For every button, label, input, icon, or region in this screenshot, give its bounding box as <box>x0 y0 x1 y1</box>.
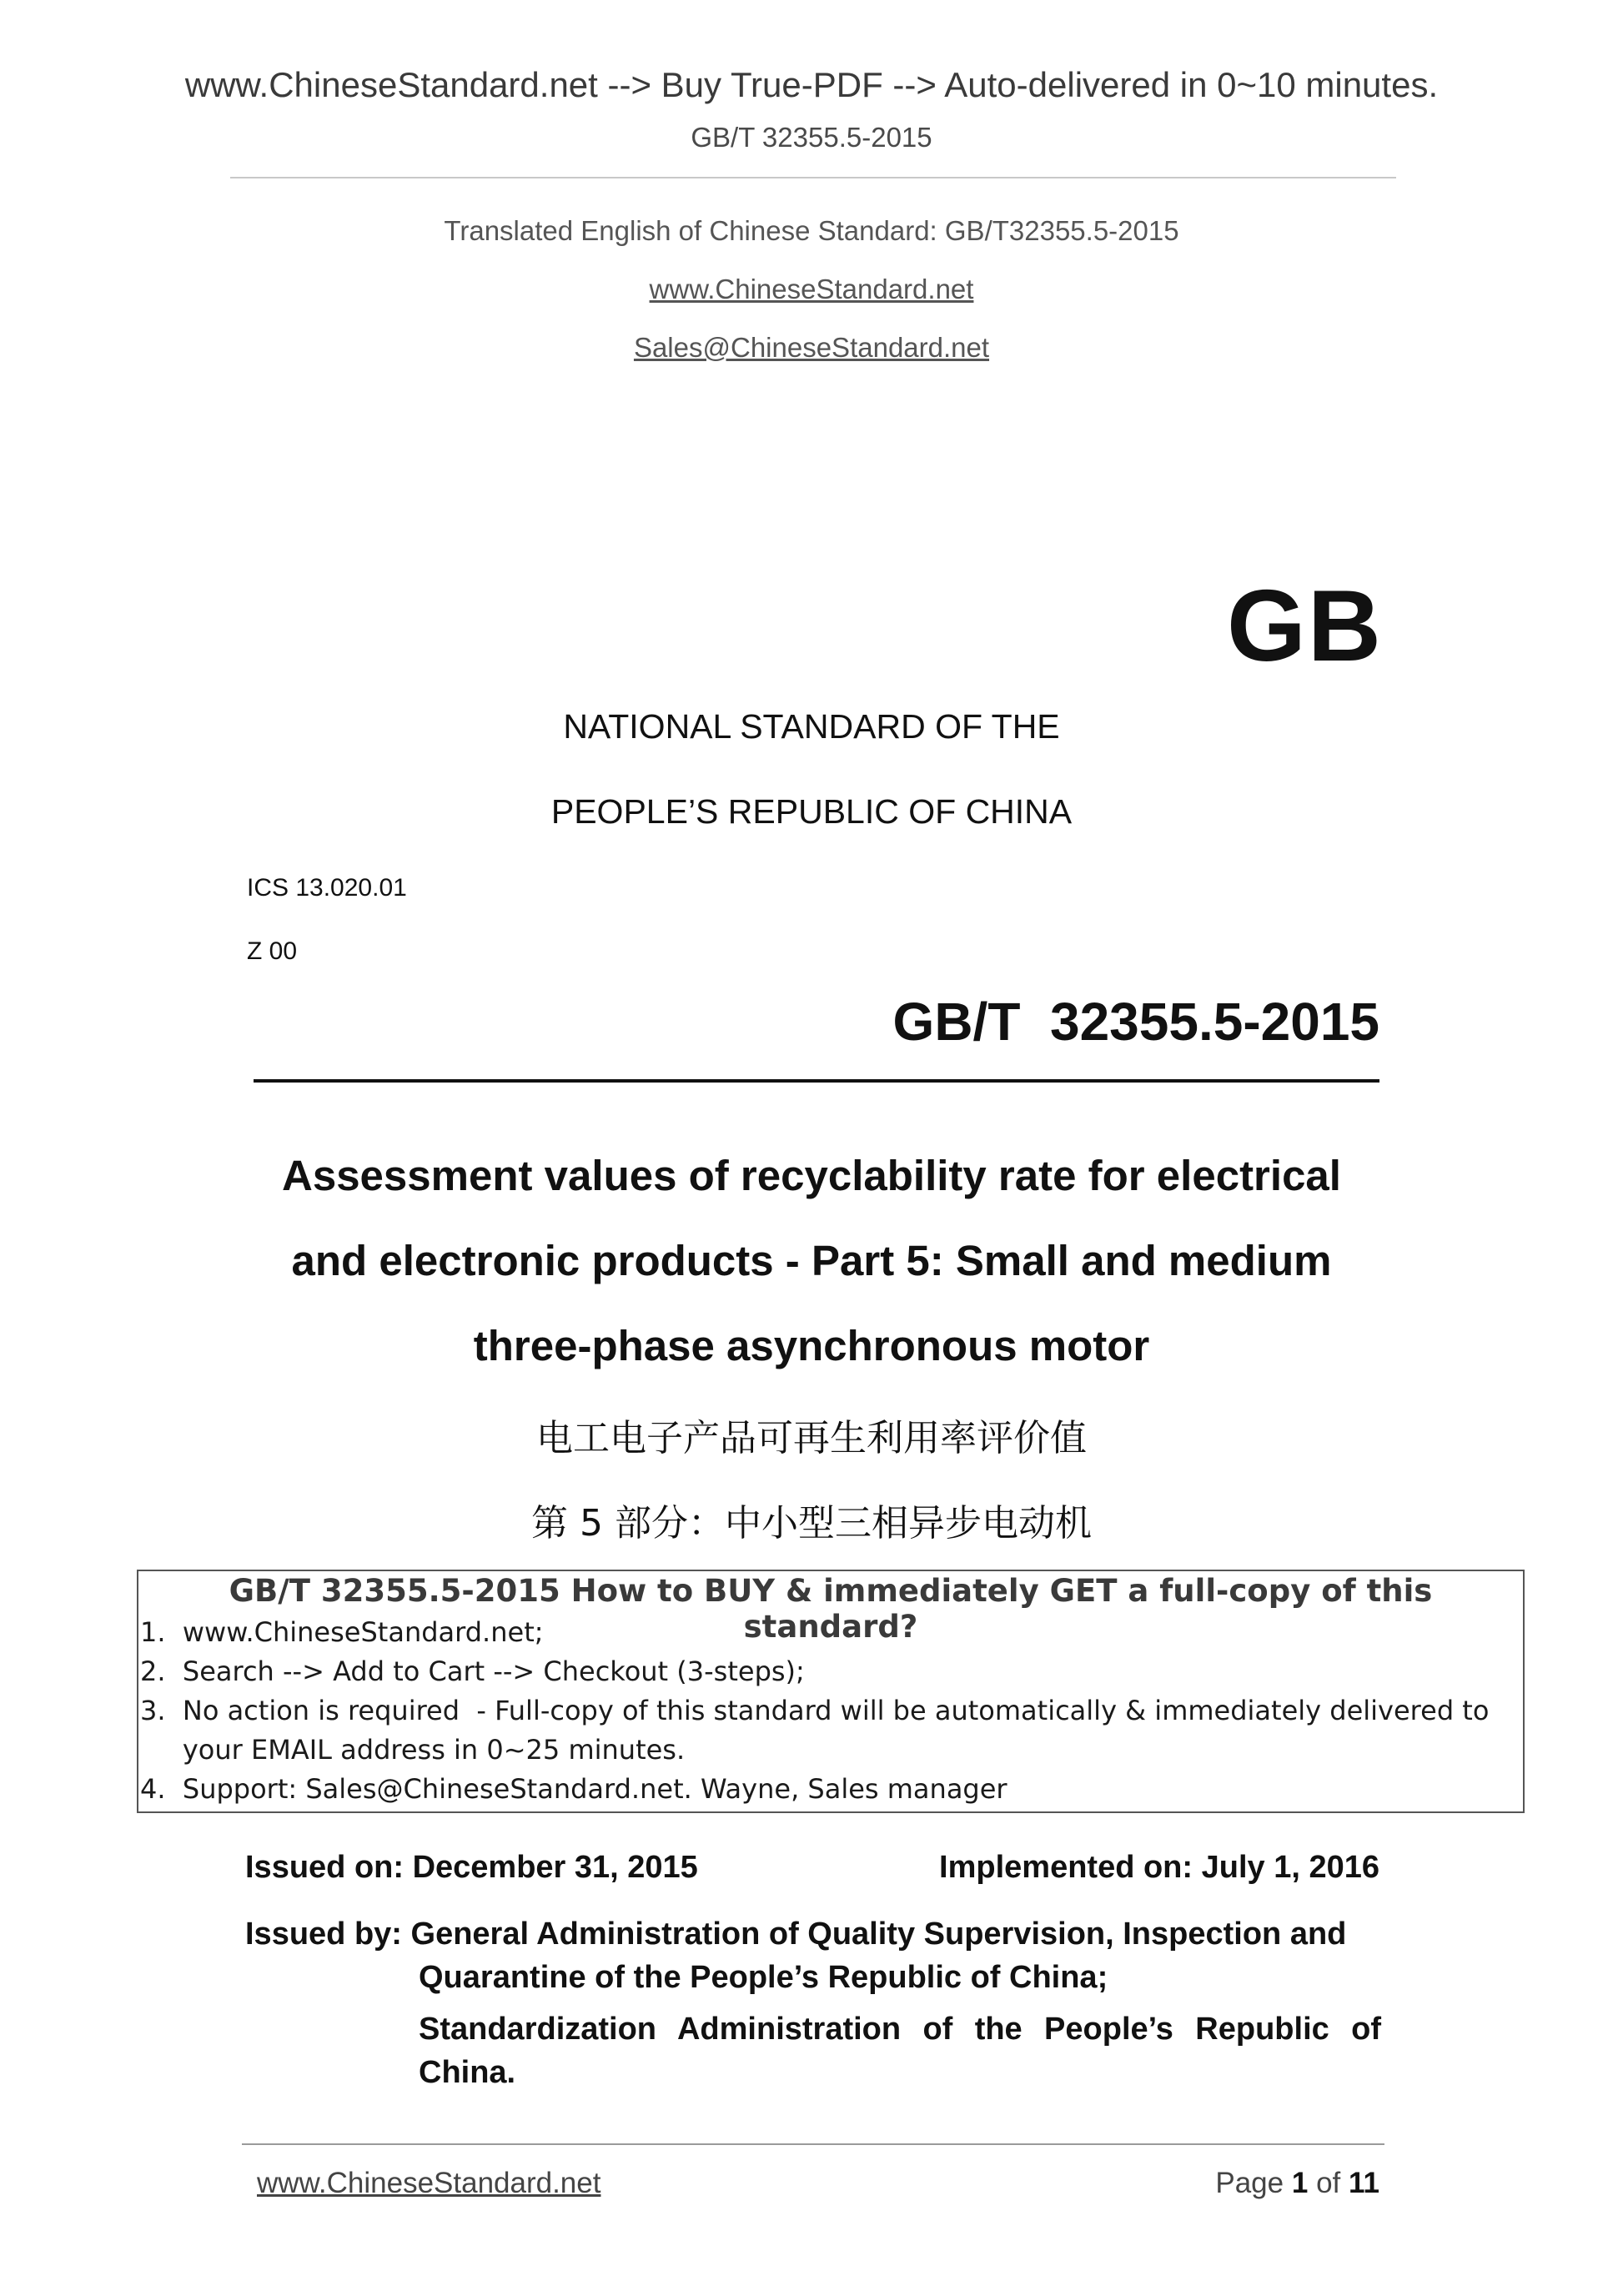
issued-by-label: Issued by: <box>245 1917 402 1952</box>
title-line-2: and electronic products - Part 5: Small and medium <box>291 1237 1332 1284</box>
website-link[interactable]: www.ChineseStandard.net <box>649 274 974 304</box>
page-total: 11 <box>1349 2167 1379 2199</box>
title-line-3: three-phase asynchronous motor <box>473 1322 1150 1369</box>
implemented-on-date: Implemented on: July 1, 2016 <box>939 1850 1379 1885</box>
page-indicator <box>1215 2167 1379 2200</box>
footer-website-link[interactable]: www.ChineseStandard.net <box>257 2167 601 2199</box>
purchase-step-3-continued: your EMAIL address in 0~25 minutes. <box>140 1734 686 1766</box>
issued-by-block <box>245 1912 1381 2094</box>
translation-website-row <box>0 274 1623 305</box>
translation-label: Translated English of Chinese Standard: GB/T32355.5-2015 <box>444 215 1179 246</box>
national-standard-line2: PEOPLE’S REPUBLIC OF CHINA <box>550 792 1073 831</box>
purchase-step-3: 3. No action is required - Full-copy of this standard will be automatically & immediately delivered to <box>140 1695 1490 1726</box>
translation-email-row <box>0 332 1623 364</box>
national-standard-line1: NATIONAL STANDARD OF THE <box>563 707 1060 746</box>
issuer-org1-line2: Quarantine of the People’s Republic of China; <box>419 1960 1108 1995</box>
issuer-org1-line1: General Administration of Quality Supervision, Inspection and <box>410 1917 1347 1952</box>
gb-mark: GB <box>1227 569 1383 682</box>
chinese-title-line-1: 电工电子产品可再生利用率评价值 <box>536 1417 1087 1459</box>
title-line-1: Assessment values of recyclability rate for electrical <box>282 1152 1341 1199</box>
ics-code: ICS 13.020.01 <box>247 874 407 902</box>
issuer-org2-line2: China. <box>419 2055 516 2090</box>
purchase-step-4: 4. Support: Sales@ChineseStandard.net. Wayne, Sales manager <box>140 1773 1007 1805</box>
chinese-title-line-2: 第 5 部分：中小型三相异步电动机 <box>531 1502 1092 1545</box>
purchase-info-title: GB/T 32355.5-2015 How to BUY & immediately GET a full-copy of this standard? <box>229 1573 1433 1645</box>
header-divider <box>230 177 1396 178</box>
ccs-code: Z 00 <box>247 937 298 965</box>
purchase-step-2: 2. Search --> Add to Cart --> Checkout (3-steps); <box>140 1655 805 1687</box>
page-current: 1 <box>1291 2167 1309 2199</box>
email-link[interactable]: Sales@ChineseStandard.net <box>633 332 990 363</box>
issued-on-date: Issued on: December 31, 2015 <box>245 1850 698 1885</box>
header-promo: www.ChineseStandard.net --> Buy True-PDF --> Auto-delivered in 0~10 minutes. <box>184 65 1439 104</box>
issuer-org2-line1: Standardization Administration of the People’s Republic of <box>419 2012 1381 2047</box>
page-prefix: Page <box>1215 2167 1284 2199</box>
standard-number: GB/T 32355.5-2015 <box>892 992 1379 1052</box>
header-standard-code: GB/T 32355.5-2015 <box>691 122 932 153</box>
issuer-row-1 <box>245 1912 1381 1956</box>
standard-number-rule <box>254 1079 1379 1083</box>
purchase-step-1: 1. www.ChineseStandard.net; <box>140 1616 544 1648</box>
footer-divider <box>242 2143 1384 2145</box>
page-of: of <box>1316 2167 1341 2199</box>
